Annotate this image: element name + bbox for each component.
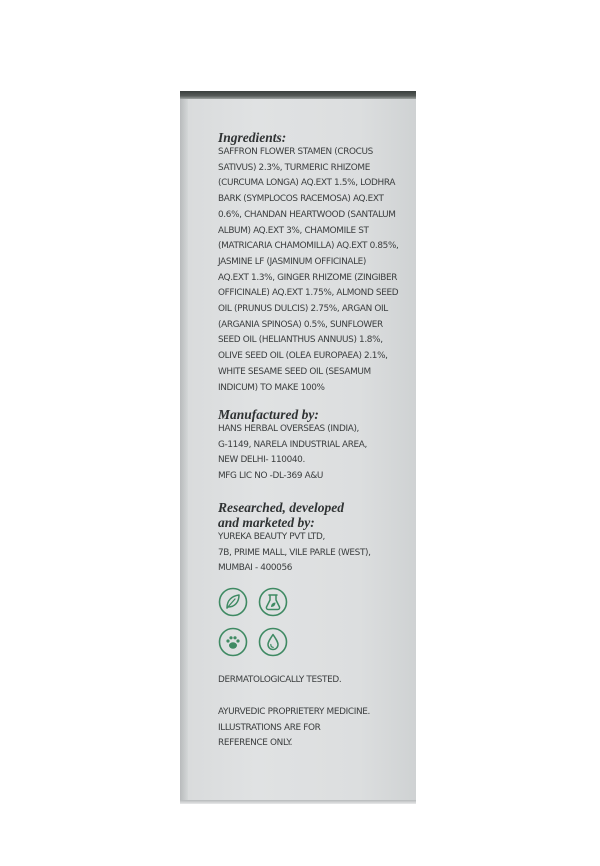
flask-leaf-icon bbox=[258, 587, 288, 617]
box-side-shadow bbox=[180, 99, 188, 800]
box-top-edge bbox=[180, 91, 416, 99]
marketer-address: YUREKA BEAUTY PVT LTD, 7B, PRIME MALL, VILE PARLE (WEST), MUMBAI - 400056 bbox=[218, 532, 371, 574]
manufacturer-section bbox=[218, 407, 367, 485]
marketer-heading: Researched, developed and marketed by: bbox=[218, 500, 344, 530]
ingredients-section bbox=[218, 130, 399, 396]
dermatologically-tested-text: DERMATOLOGICALLY TESTED. bbox=[218, 675, 342, 685]
marketer-section bbox=[218, 500, 371, 577]
leaf-icon bbox=[218, 587, 248, 617]
ingredients-list: SAFFRON FLOWER STAMEN (CROCUS SATIVUS) 2.3%, TURMERIC RHIZOME (CURCUMA LONGA) AQ.EXT 1.5%, LODHRA BARK (SYMPLOCOS RACEMOSA) AQ.EXT 0.6%, CHANDAN HEARTWOOD (SANTALUM ALBUM) AQ.EXT 3%, CHAMOMILE ST (MATRICARIA CHAMOMILLA) AQ.EXT 0.85%, JASMINE LF (JASMINUM OFFICINALE) AQ.EXT 1.3%, GINGER RHIZOME (ZINGIBER OFFICINALE) AQ.EXT 1.75%, ALMOND SEED OIL (PRUNUS DULCIS) 2.75%, ARGAN OIL (ARGANIA SPINOSA) 0.5%, SUNFLOWER SEED OIL (HELIANTHUS ANNUUS) 1.8%, OLIVE SEED OIL (OLEA EUROPAEA) 2.1%, WHITE SESAME SEED OIL (SESAMUM INDICUM) TO MAKE 100% bbox=[218, 147, 399, 393]
manufacturer-heading: Manufactured by: bbox=[218, 407, 319, 422]
disclaimer-text: AYURVEDIC PROPRIETERY MEDICINE. ILLUSTRATIONS ARE FOR REFERENCE ONLY. bbox=[218, 707, 370, 749]
drop-icon bbox=[258, 627, 288, 657]
box-bottom-edge bbox=[180, 800, 416, 804]
claim-icons bbox=[218, 587, 298, 657]
ingredients-heading: Ingredients: bbox=[218, 130, 287, 145]
manufacturer-address: HANS HERBAL OVERSEAS (INDIA), G-1149, NARELA INDUSTRIAL AREA, NEW DELHI- 110040. MFG LIC NO -DL-369 A&U bbox=[218, 424, 367, 482]
paw-icon bbox=[218, 627, 248, 657]
